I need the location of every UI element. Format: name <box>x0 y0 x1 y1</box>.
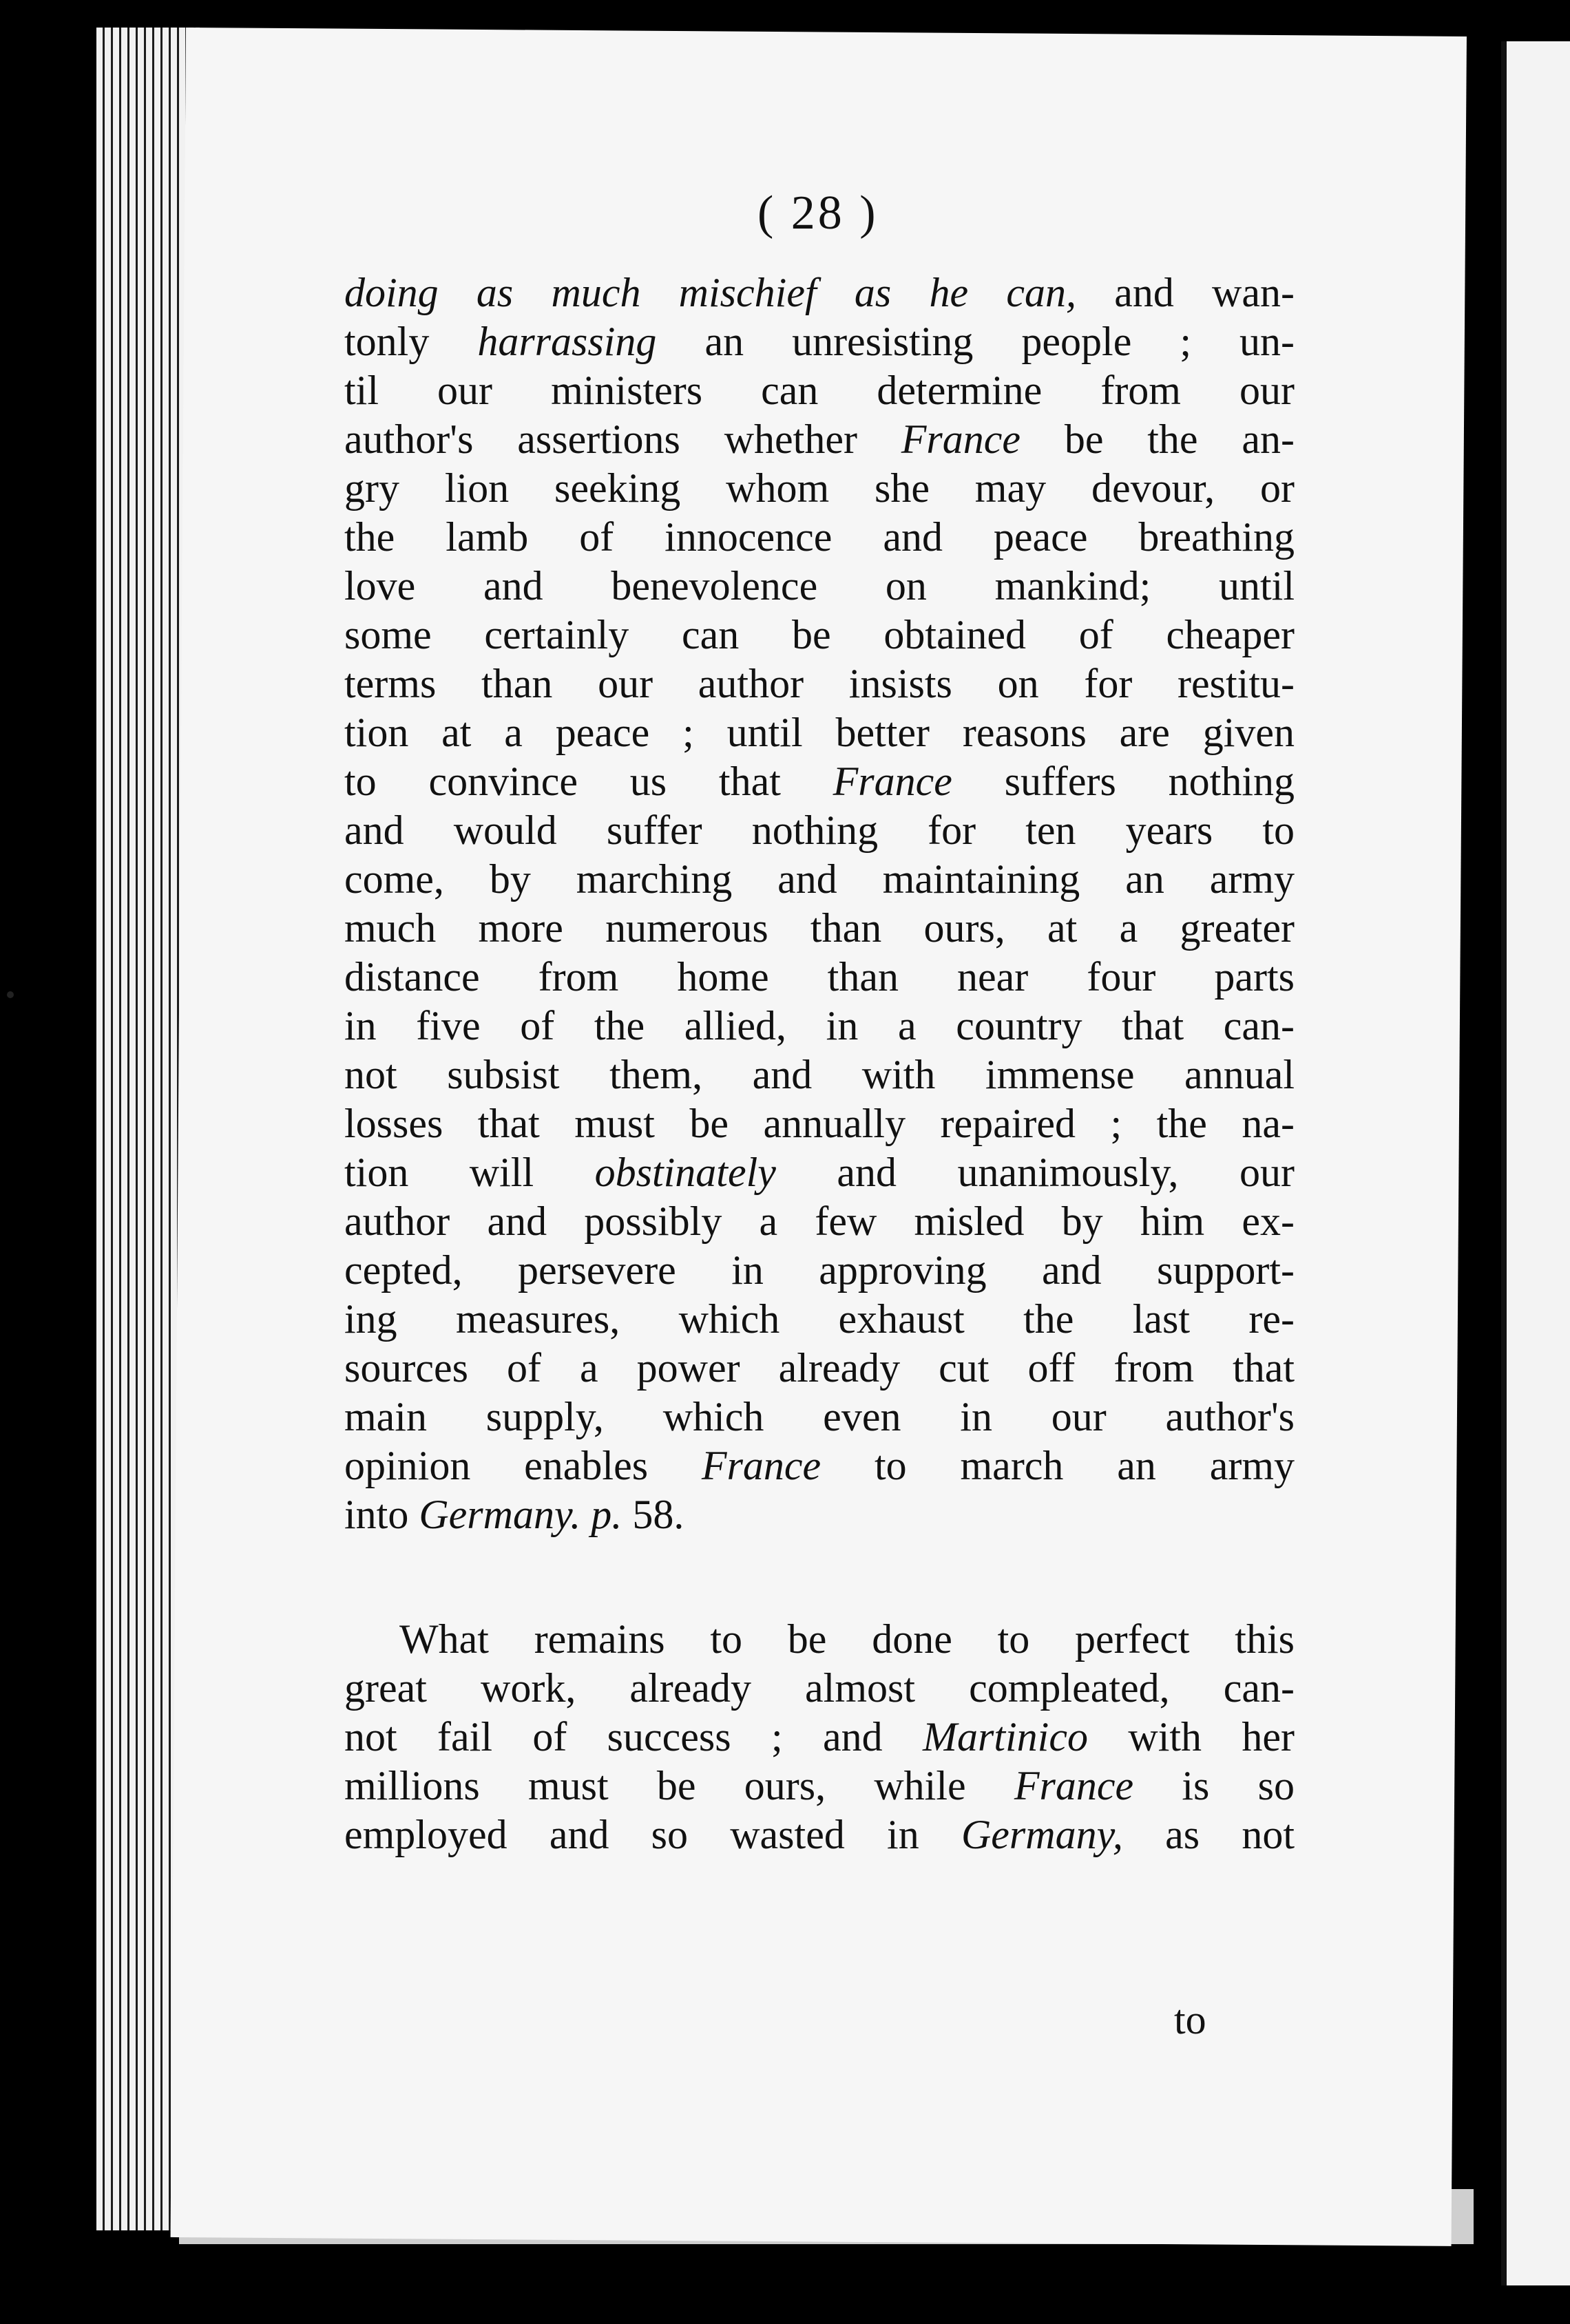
text-line <box>344 1441 1295 1490</box>
italic-text: France <box>1014 1763 1134 1808</box>
text-run: and unanimously, our <box>775 1150 1295 1195</box>
text-run: come, by marching and maintaining an army <box>344 856 1295 902</box>
text-line <box>344 1344 1295 1393</box>
text-line <box>344 1810 1295 1859</box>
text-run: with her <box>1088 1714 1295 1760</box>
text-run: millions must be ours, while <box>344 1763 1014 1808</box>
text-line <box>344 1246 1295 1295</box>
text-line <box>344 806 1295 855</box>
text-line <box>344 513 1295 562</box>
text-line <box>344 317 1295 366</box>
text-run: in five of the allied, in a country that can- <box>344 1003 1295 1048</box>
text-run: author and possibly a few misled by him ex- <box>344 1198 1295 1244</box>
paragraph-gap <box>344 1539 1295 1615</box>
text-line <box>344 562 1295 611</box>
text-run: be the an- <box>1020 416 1295 462</box>
paragraph <box>344 1615 1295 1859</box>
italic-text: doing as much mischief as he can, <box>344 270 1076 315</box>
text-line <box>344 659 1295 708</box>
text-line <box>344 366 1295 415</box>
page-number: ( 28 ) <box>757 187 879 240</box>
text-line <box>344 464 1295 513</box>
text-run: and wan- <box>1076 270 1295 315</box>
text-run: much more numerous than ours, at a greater <box>344 905 1295 951</box>
text-line <box>344 1664 1295 1713</box>
text-run: and would suffer nothing for ten years to <box>344 807 1295 853</box>
text-run: is so <box>1133 1763 1295 1808</box>
body-text <box>344 268 1295 1859</box>
text-line <box>344 1197 1295 1246</box>
text-line <box>344 1393 1295 1441</box>
text-run: suffers nothing <box>952 759 1295 804</box>
text-run: into <box>344 1492 419 1537</box>
text-line <box>344 708 1295 757</box>
text-run: gry lion seeking whom she may devour, or <box>344 465 1295 511</box>
text-run: opinion enables <box>344 1443 702 1488</box>
text-run: great work, already almost compleated, can- <box>344 1665 1295 1711</box>
italic-text: harrassing <box>477 319 657 364</box>
italic-text: Martinico <box>923 1714 1088 1760</box>
text-line <box>344 611 1295 659</box>
text-run: tonly <box>344 319 478 364</box>
text-line <box>344 953 1295 1002</box>
text-line <box>344 1762 1295 1810</box>
italic-text: obstinately <box>594 1150 776 1195</box>
text-run: main supply, which even in our author's <box>344 1394 1295 1439</box>
text-run: ing measures, which exhaust the last re- <box>344 1296 1295 1342</box>
text-run: some certainly can be obtained of cheaper <box>344 612 1295 657</box>
paragraph <box>344 268 1295 1539</box>
text-run: the lamb of innocence and peace breathing <box>344 514 1295 560</box>
text-run: to march an army <box>821 1443 1295 1488</box>
text-run: tion at a peace ; until better reasons are given <box>344 710 1295 755</box>
text-line <box>344 1148 1295 1197</box>
text-run: 58. <box>622 1492 684 1537</box>
text-run: employed and so wasted in <box>344 1812 961 1857</box>
text-line <box>344 1295 1295 1344</box>
text-run: distance from home than near four parts <box>344 954 1295 1000</box>
italic-text: Germany, <box>961 1812 1123 1857</box>
text-run: to convince us that <box>344 759 833 804</box>
text-run: What remains to be done to perfect this <box>399 1616 1295 1662</box>
italic-text: Germany. p. <box>419 1492 622 1537</box>
speck <box>7 991 14 998</box>
italic-text: France <box>833 759 952 804</box>
text-line <box>344 1002 1295 1050</box>
italic-text: France <box>901 416 1021 462</box>
text-line <box>344 1713 1295 1762</box>
text-line <box>344 268 1295 317</box>
text-line <box>344 904 1295 953</box>
catchword: to <box>1174 1997 1206 2042</box>
text-line <box>344 1050 1295 1099</box>
text-run: not fail of success ; and <box>344 1714 923 1760</box>
text-run: sources of a power already cut off from that <box>344 1345 1295 1391</box>
text-run: tion will <box>344 1150 595 1195</box>
text-run: cepted, persevere in approving and support- <box>344 1247 1295 1293</box>
text-run: not subsist them, and with immense annual <box>344 1052 1295 1097</box>
text-line <box>344 757 1295 806</box>
italic-text: France <box>701 1443 821 1488</box>
text-line <box>344 1099 1295 1148</box>
text-run: author's assertions whether <box>344 416 901 462</box>
text-line <box>344 855 1295 904</box>
text-line <box>344 415 1295 464</box>
text-line <box>344 1615 1295 1664</box>
text-run: losses that must be annually repaired ; the na- <box>344 1101 1295 1146</box>
text-run: as not <box>1122 1812 1295 1857</box>
text-run: love and benevolence on mankind; until <box>344 563 1295 609</box>
facing-page-edge <box>1501 41 1570 2285</box>
text-run: terms than our author insists on for restitu- <box>344 661 1295 706</box>
text-run: til our ministers can determine from our <box>344 368 1295 413</box>
text-run: an unresisting people ; un- <box>656 319 1295 364</box>
text-line <box>344 1490 1295 1539</box>
